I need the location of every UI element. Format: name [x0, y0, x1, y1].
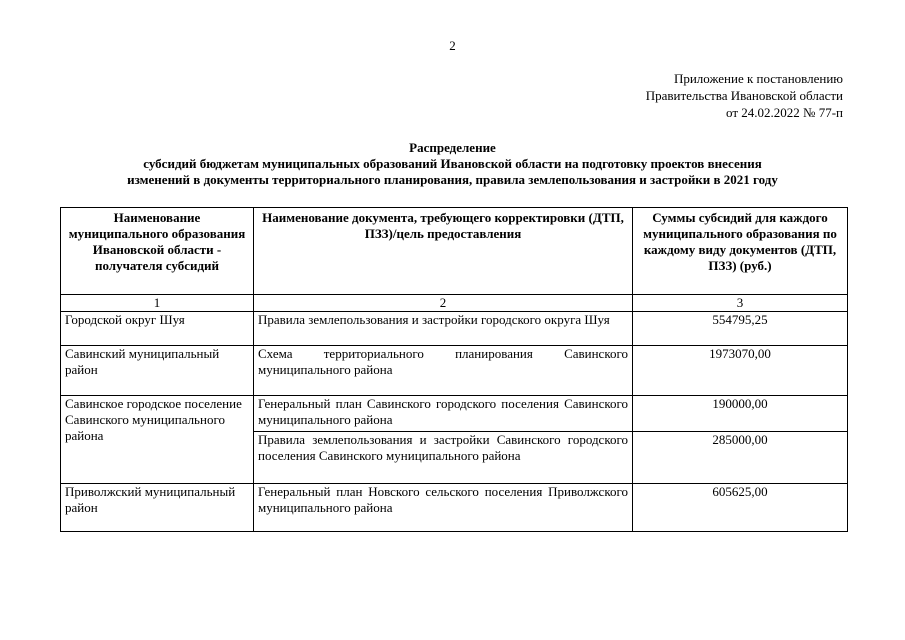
document-title — [40, 140, 865, 188]
table-row — [61, 396, 848, 432]
header-document: Наименование документа, требующего корректировки (ДТП, ПЗЗ)/цель предоставления — [254, 208, 633, 295]
municipality-cell: Савинское городское поселение Савинского муниципального района — [61, 396, 254, 484]
header-municipality: Наименование муниципального образования Ивановской области - получателя субсидий — [61, 208, 254, 295]
document-cell: Генеральный план Савинского городского поселения Савинского муниципального района — [254, 396, 633, 432]
subsidy-table — [60, 207, 848, 532]
header-amount: Суммы субсидий для каждого муниципального образования по каждому виду документов (ДТП, ПЗЗ) (руб.) — [633, 208, 848, 295]
title-line-3: изменений в документы территориального планирования, правила землепользования и застройки в 2021 году — [127, 172, 778, 187]
municipality-cell: Приволжский муниципальный район — [61, 484, 254, 532]
amount-cell: 554795,25 — [633, 312, 848, 346]
appendix-line-1: Приложение к постановлению — [673, 71, 843, 86]
appendix-line-2: Правительства Ивановской области — [645, 88, 843, 103]
table-header-row — [61, 208, 848, 295]
municipality-cell: Городской округ Шуя — [61, 312, 254, 346]
amount-cell: 190000,00 — [633, 396, 848, 432]
amount-cell: 605625,00 — [633, 484, 848, 532]
table-row — [61, 312, 848, 346]
document-cell: Правила землепользования и застройки городского округа Шуя — [254, 312, 633, 346]
table-row — [61, 346, 848, 396]
page-number: 2 — [449, 38, 456, 53]
column-number: 1 — [61, 295, 254, 312]
title-line-1: Распределение — [409, 140, 496, 155]
document-cell: Правила землепользования и застройки Савинского городского поселения Савинского муниципального района — [254, 432, 633, 484]
amount-cell: 285000,00 — [633, 432, 848, 484]
appendix-line-3: от 24.02.2022 № 77-п — [726, 105, 843, 120]
column-number: 3 — [633, 295, 848, 312]
appendix-note — [646, 70, 843, 121]
table-row — [61, 484, 848, 532]
municipality-cell: Савинский муниципальный район — [61, 346, 254, 396]
column-number-row — [61, 295, 848, 312]
column-number: 2 — [254, 295, 633, 312]
document-cell: Схема территориального планирования Савинского муниципального района — [254, 346, 633, 396]
amount-cell: 1973070,00 — [633, 346, 848, 396]
document-cell: Генеральный план Новского сельского поселения Приволжского муниципального района — [254, 484, 633, 532]
title-line-2: субсидий бюджетам муниципальных образований Ивановской области на подготовку проектов внесения — [143, 156, 762, 171]
